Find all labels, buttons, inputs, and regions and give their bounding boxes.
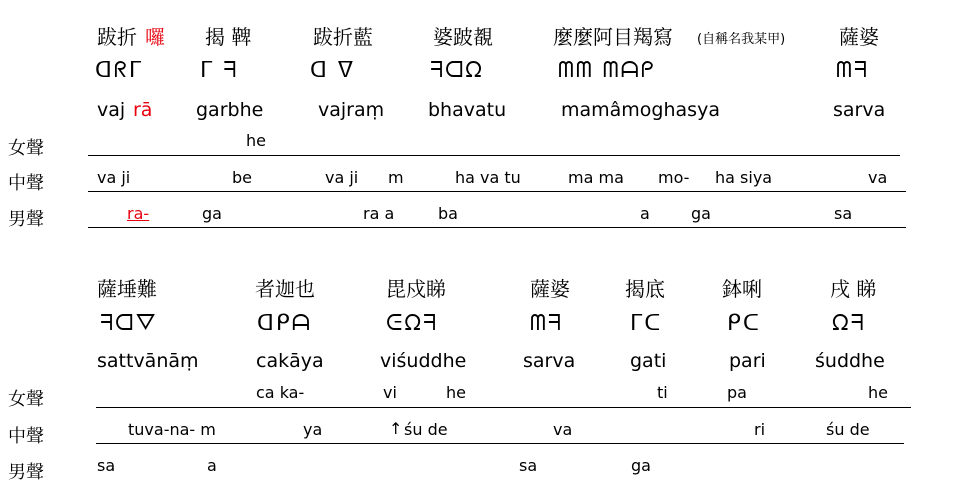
label-middle: 中聲 — [8, 173, 44, 194]
syllable: va ji — [97, 168, 131, 187]
roman-term: viśuddhe — [380, 350, 467, 372]
syllable: tuva-na- m — [128, 420, 216, 439]
siddham-script: ᗰᖷ — [836, 58, 869, 83]
roman-term-highlight: rā — [133, 99, 153, 121]
label-middle: 中聲 — [8, 426, 44, 447]
chinese-term: 者迦也 — [255, 277, 315, 301]
staff-line — [88, 227, 906, 228]
syllable: ga — [631, 456, 651, 475]
label-female: 女聲 — [8, 138, 44, 159]
siddham-script: ᒥᑕ — [630, 311, 663, 336]
roman-term: sarva — [523, 350, 576, 372]
siddham-script: ᗰᗰ ᗰᗩᑭ — [558, 58, 656, 83]
syllable: ri — [754, 420, 766, 439]
siddham-script: ᖷᗡᐁ — [100, 311, 158, 336]
syllable: ra a — [363, 204, 395, 223]
chinese-term: 跋折藍 — [313, 25, 373, 49]
syllable: sa — [97, 456, 116, 475]
syllable-highlight: ra- — [127, 204, 150, 223]
syllable: ba — [438, 204, 458, 223]
syllable: ma ma — [568, 168, 624, 187]
syllable: va ji — [325, 168, 359, 187]
syllable: he — [446, 383, 466, 402]
siddham-script: ᗡᑭᗩ — [257, 311, 312, 336]
syllable: ca ka- — [256, 383, 305, 402]
syllable: ti — [657, 383, 668, 402]
siddham-script: ᑭᑕ — [727, 311, 761, 336]
syllable: he — [246, 131, 266, 150]
syllable: be — [232, 168, 252, 187]
siddham-script: ᗰᖷ — [530, 311, 563, 336]
label-male: 男聲 — [8, 209, 44, 230]
staff-line — [88, 191, 906, 192]
arrow-up-icon: ↑ — [389, 419, 403, 438]
chinese-term: 鉢唎 — [722, 277, 762, 301]
roman-term: vaj — [97, 99, 126, 121]
chinese-term: 揭 鞞 — [205, 25, 252, 49]
chinese-term: 跋折 — [97, 25, 137, 49]
chinese-term: 薩婆 — [839, 25, 879, 49]
syllable: va — [553, 420, 573, 439]
label-male: 男聲 — [8, 462, 44, 483]
syllable: he — [868, 383, 888, 402]
roman-term: garbhe — [196, 99, 264, 121]
syllable: ga — [691, 204, 711, 223]
syllable: mo- — [658, 168, 690, 187]
roman-term: sarva — [833, 99, 886, 121]
chinese-term: 毘戍睇 — [386, 277, 446, 301]
roman-term: mamâmoghasya — [561, 99, 720, 121]
siddham-script: ᘯᖷ — [832, 311, 866, 336]
syllable: ga — [202, 204, 222, 223]
syllable: vi — [383, 383, 397, 402]
syllable: a — [640, 204, 650, 223]
siddham-script: ᕮᘯᖷ — [386, 311, 439, 336]
syllable: ha va tu — [455, 168, 521, 187]
siddham-script: ᗡᖇᒥ — [95, 58, 144, 83]
roman-term: śuddhe — [815, 350, 885, 372]
chinese-term: 揭底 — [625, 277, 665, 301]
syllable: sa — [834, 204, 853, 223]
chinese-term-highlight: 囉 — [145, 25, 165, 49]
syllable: śu de — [826, 420, 870, 439]
label-female: 女聲 — [8, 389, 44, 410]
syllable: va — [868, 168, 888, 187]
roman-term: pari — [729, 350, 766, 372]
siddham-script: ᗡ ᐁ — [310, 58, 355, 83]
syllable: sa — [519, 456, 538, 475]
roman-term: gati — [630, 350, 667, 372]
roman-term: sattvānāṃ — [97, 350, 199, 372]
staff-line — [96, 443, 904, 444]
chinese-term: 婆跛覩 — [433, 25, 493, 49]
syllable: a — [207, 456, 217, 475]
roman-term: bhavatu — [428, 99, 507, 121]
chinese-term: 薩婆 — [530, 277, 570, 301]
siddham-script: ᖷᗡᘯ — [430, 58, 484, 83]
syllable: ya — [303, 420, 323, 439]
syllable: ha siya — [715, 168, 773, 187]
chinese-term: 戌 睇 — [830, 277, 877, 301]
staff-line — [88, 155, 900, 156]
staff-line — [96, 407, 911, 408]
chinese-term: 薩埵難 — [97, 277, 157, 301]
syllable: śu de — [404, 420, 448, 439]
syllable: m — [388, 168, 404, 187]
chinese-term: 麼麼阿目羯寫 — [553, 25, 673, 49]
roman-term: vajraṃ — [318, 99, 385, 121]
syllable: pa — [727, 383, 747, 402]
roman-term: cakāya — [256, 350, 324, 372]
siddham-script: ᒥ ᖷ — [200, 58, 239, 83]
chinese-note: (自稱名我某甲) — [697, 32, 786, 47]
